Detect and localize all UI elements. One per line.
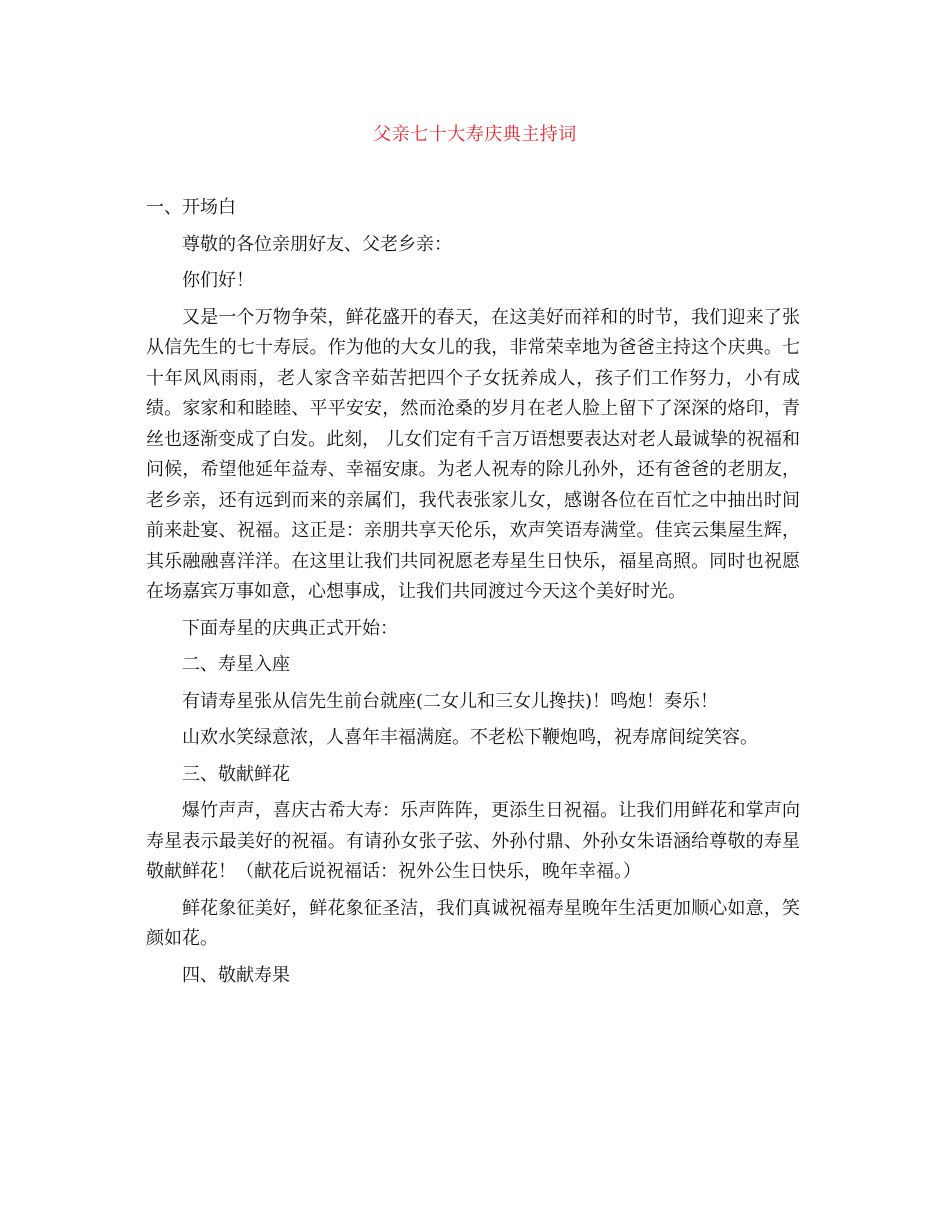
section-heading-fruit: 四、敬献寿果 [182, 964, 290, 986]
paragraph-flowers-blessing: 鲜花象征美好，鲜花象征圣洁，我们真诚祝福寿星晚年生活更加顺心如意，笑颜如花。 [146, 897, 800, 949]
document-body [146, 193, 800, 997]
paragraph-flowers-speech: 爆竹声声，喜庆古希大寿：乐声阵阵，更添生日祝福。让我们用鲜花和掌声向寿星表示最美好的祝福。有请孙女张子弦、外孙付鼎、外孙女朱语涵给尊敬的寿星敬献鲜花！（献花后说祝福话：祝外公生日快乐，晚年幸福。） [146, 800, 800, 882]
paragraph-opening-speech: 又是一个万物争荣，鲜花盛开的春天，在这美好而祥和的时节，我们迎来了张从信先生的七十寿辰。作为他的大女儿的我，非常荣幸地为爸爸主持这个庆典。七十年风风雨雨，老人家含辛茹苦把四个子女抚养成人，孩子们工作努力，小有成绩。家家和和睦睦、平平安安，然而沧桑的岁月在老人脸上留下了深深的烙印，青丝也逐渐变成了白发。此刻， 儿女们定有千言万语想要表达对老人最诚挚的祝福和问候，希望他延年益寿、幸福安康。为老人祝寿的除儿孙外，还有爸爸的老朋友，老乡亲，还有远到而来的亲属们，我代表张家儿女，感谢各位在百忙之中抽出时间前来赴宴、祝福。这正是：亲朋共享天伦乐，欢声笑语寿满堂。佳宾云集屋生辉，其乐融融喜洋洋。在这里让我们共同祝愿老寿星生日快乐，福星高照。同时也祝愿在场嘉宾万事如意，心想事成，让我们共同渡过今天这个美好时光。 [146, 306, 800, 602]
section-heading-flowers: 三、敬献鲜花 [182, 763, 290, 785]
paragraph-hello: 你们好！ [182, 270, 254, 291]
paragraph-seating-invite: 有请寿星张从信先生前台就座(二女儿和三女儿搀扶)！鸣炮！奏乐！ [182, 690, 719, 712]
paragraph-greeting-audience: 尊敬的各位亲朋好友、父老乡亲： [182, 233, 452, 255]
document-title: 父亲七十大寿庆典主持词 [373, 124, 577, 145]
paragraph-couplet: 山欢水笑绿意浓，人喜年丰福满庭。不老松下鞭炮鸣，祝寿席间绽笑容。 [182, 727, 758, 748]
section-heading-opening: 一、开场白 [146, 197, 236, 218]
paragraph-ceremony-start: 下面寿星的庆典正式开始： [182, 617, 398, 639]
section-heading-seating: 二、寿星入座 [182, 654, 290, 675]
